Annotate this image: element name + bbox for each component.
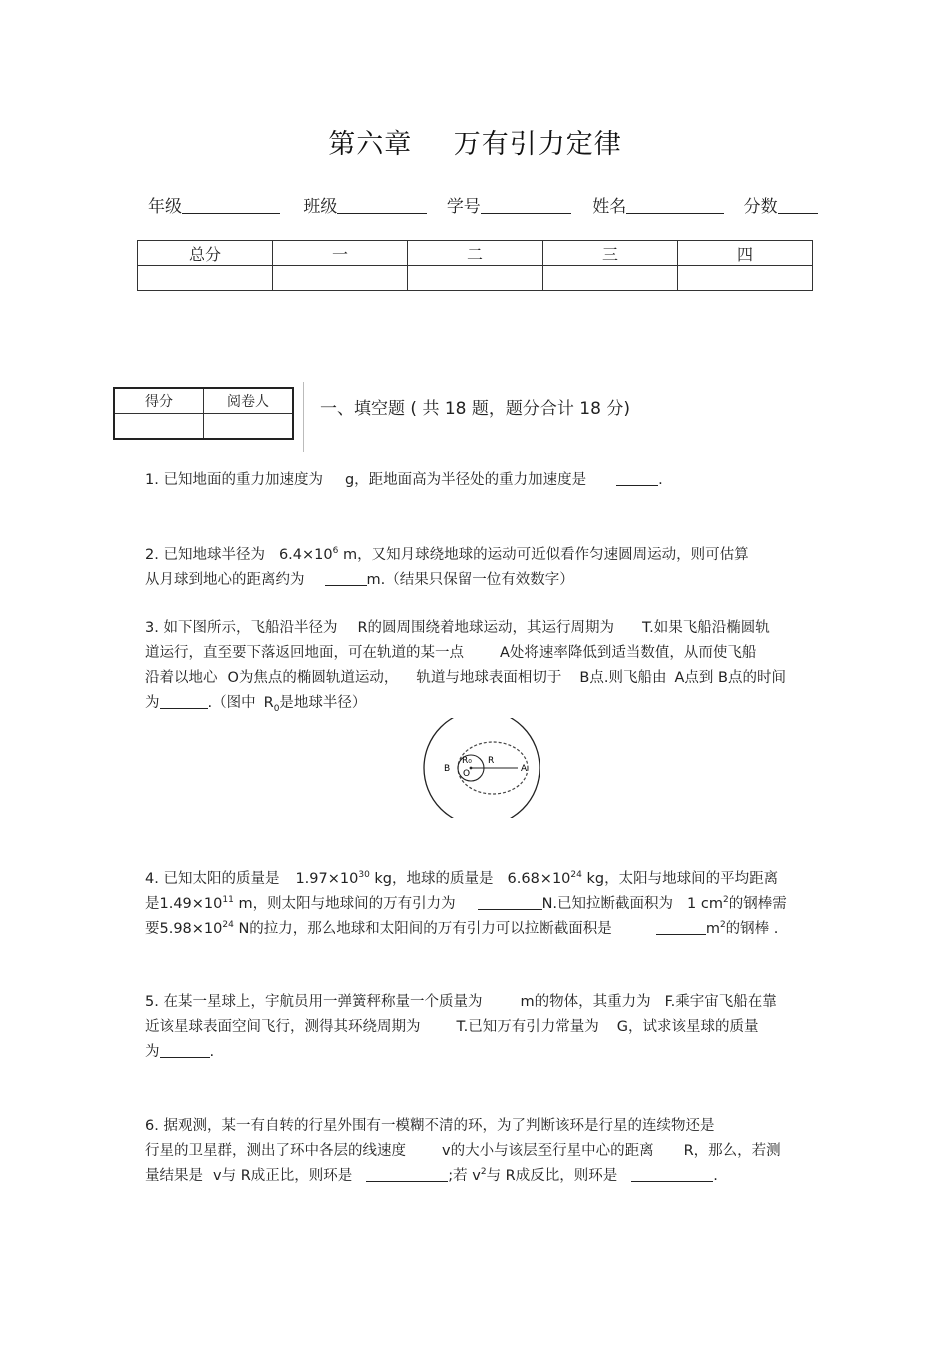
q4-force-blank[interactable] [478,895,542,910]
chapter-name: 万有引力定律 [453,129,622,160]
section-title: 一、填空题 ( 共 18 题，题分合计 18 分) [320,399,630,419]
score-table-header [138,241,813,266]
name-field[interactable]: 姓名 [592,192,724,217]
question-1: 1. 已知地面的重力加速度为 g，距地面高为半径处的重力加速度是 . [145,472,663,488]
section-divider [303,382,304,452]
class-field[interactable]: 班级 [303,192,427,217]
q3-answer-blank[interactable] [160,694,208,709]
header-part-2: 二 [408,241,543,266]
score-cell-1[interactable] [273,266,408,291]
q6-answer-blank-1[interactable] [366,1167,448,1182]
label-o: O [463,769,471,779]
header-part-4: 四 [678,241,813,266]
question-6: 6. 据观测，某一有自转的行星外围有一模糊不清的环，为了判断该环是行星的连续物还是 行星的卫星群，测出了环中各层的线速度 v的大小与该层至行星中心的距离 R，那么，若测 量结果是 v与 R成正比，则环是 ;若 $v^2$与 R成反比，则环是 . [145,1118,781,1184]
orbit-diagram [418,718,540,818]
q4-area-blank[interactable] [656,920,706,935]
header-total: 总分 [138,241,273,266]
label-r: R [488,756,495,766]
question-2: 2. 已知地球半径为 $6.4\times 10^6$ m，又知月球绕地球的运动可近似看作匀速圆周运动，则可估算 从月球到地心的距离约为 m.（结果只保留一位有效数字） [145,546,749,588]
q6-answer-blank-2[interactable] [631,1167,713,1182]
q1-answer-blank[interactable] [616,471,658,486]
q2-answer-blank[interactable] [325,571,367,586]
question-3: 3. 如下图所示，飞船沿半径为 R的圆周围绕着地球运动，其运行周期为 T.如果飞船沿椭圆轨 道运行，直至要下落返回地面，可在轨道的某一点 A处将速率降低到适当数值，从而使飞船 沿着以地心 O为焦点的椭圆轨道运动， 轨道与地球表面相切于 B点.则飞船由 A点到 B点的时间 为 .（图中 $R_0$是地球半径） [145,620,786,714]
score-field[interactable]: 分数 [744,192,818,217]
header-part-1: 一 [273,241,408,266]
score-table [137,240,813,291]
grader-score-cell[interactable] [114,414,204,440]
grader-table [113,387,294,440]
header-part-3: 三 [543,241,678,266]
grader-score-label: 得分 [114,388,204,414]
student-id-field[interactable]: 学号 [447,192,571,217]
label-r0: R₀ [462,756,472,766]
score-table-values [138,266,813,291]
page-title [0,122,950,161]
score-cell-3[interactable] [543,266,678,291]
grade-field[interactable]: 年级 [148,192,280,217]
question-5: 5. 在某一星球上，宇航员用一弹簧秤称量一个质量为 m的物体，其重力为 F.乘宇宙飞船在靠 近该星球表面空间飞行，测得其环绕周期为 T.已知万有引力常量为 G，试求该星球的质量 为 . [145,994,777,1060]
grader-reviewer-label: 阅卷人 [204,388,294,414]
score-cell-total[interactable] [138,266,273,291]
q5-answer-blank[interactable] [160,1043,210,1058]
score-cell-4[interactable] [678,266,813,291]
label-a: A [521,764,528,774]
label-b: B [444,764,451,774]
grader-reviewer-cell[interactable] [204,414,294,440]
question-4: 4. 已知太阳的质量是 $1.97\times 10^{30}$ kg，地球的质量是 $6.68\times 10^{24}$ kg，太阳与地球间的平均距离 是$1.49\times 10^{11}$ m，则太阳与地球间的万有引力为 N.已知拉断截面积为 1 $cm^2$的钢棒需 要$5.98\times 10^{24}$ N的拉力，那么地球和太阳间的万有引力可以拉断截面积是 $m^2$的钢棒 . [145,870,787,937]
score-cell-2[interactable] [408,266,543,291]
student-info-row [148,192,832,217]
chapter-number: 第六章 [328,129,413,160]
